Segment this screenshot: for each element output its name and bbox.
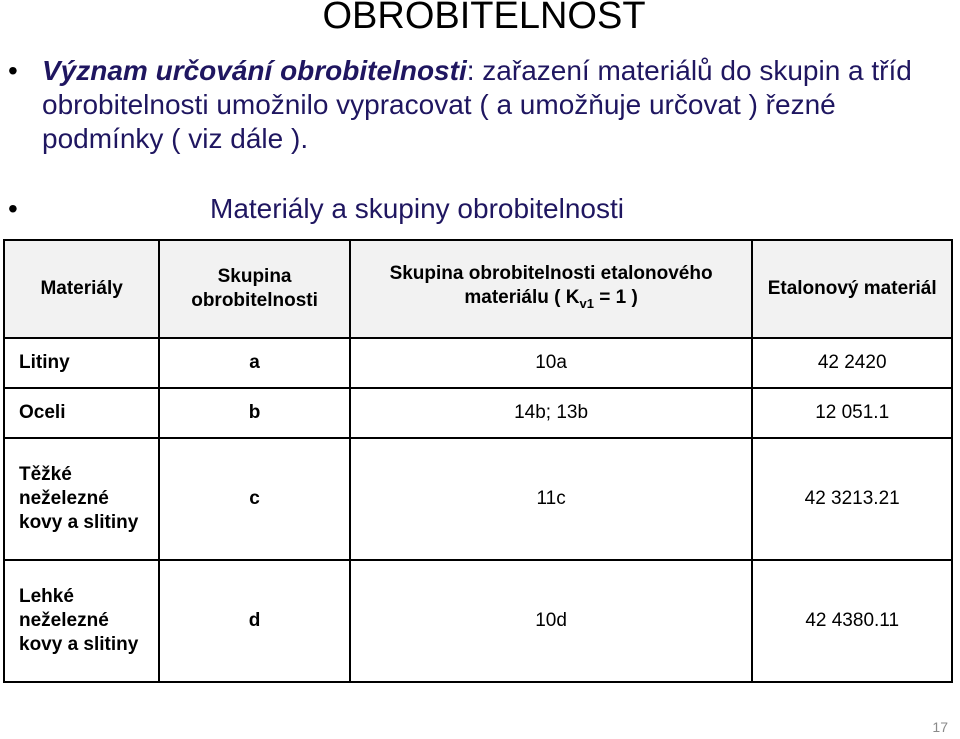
row-etalon-material: 42 3213.21 [752,438,952,560]
header-etalon-group [350,240,753,338]
row-etalon-group: 11c [350,438,753,560]
table-row [4,338,952,388]
header-etalon-material: Etalonový materiál [752,240,952,338]
header-etalon-group-text: Skupina obrobitelnosti etalonového materiálu ( K [389,263,713,309]
header-group: Skupina obrobitelnosti [159,240,350,338]
table-header-row [4,240,952,338]
row-group: b [159,388,350,438]
row-etalon-group: 10d [350,560,753,682]
row-etalon-material: 42 4380.11 [752,560,952,682]
row-material-name: Litiny [4,338,159,388]
header-etalon-group-subscript: v1 [579,295,594,311]
row-etalon-material: 42 2420 [752,338,952,388]
row-etalon-group: 14b; 13b [350,388,753,438]
bullet-machinability-meaning [42,54,922,156]
row-etalon-group: 10a [350,338,753,388]
table-row [4,388,952,438]
bullet-rest-text: : zařazení materiálů do skupin a tříd obrobitelnosti umožnilo vypracovat ( a umožňuje určovat ) řezné podmínky ( viz dále ). [42,55,912,154]
row-etalon-material: 12 051.1 [752,388,952,438]
table-row [4,560,952,682]
row-group: c [159,438,350,560]
header-materials: Materiály [4,240,159,338]
bullet-bold-text: Význam určování obrobitelnosti [42,55,467,86]
table-row [4,438,952,560]
header-etalon-group-suffix: = 1 ) [593,287,638,309]
bullet-dot-icon: • [8,193,18,224]
slide-title: OBROBITELNOST [322,0,646,37]
row-material-name: Lehké neželezné kovy a slitiny [4,560,159,682]
row-group: a [159,338,350,388]
bullet-table-caption: Materiály a skupiny obrobitelnosti [210,193,624,224]
row-group: d [159,560,350,682]
page-number: 17 [932,719,948,735]
bullet-dot-icon: • [8,55,18,86]
materials-table [3,239,953,683]
row-material-name: Oceli [4,388,159,438]
row-material-name: Těžké neželezné kovy a slitiny [4,438,159,560]
